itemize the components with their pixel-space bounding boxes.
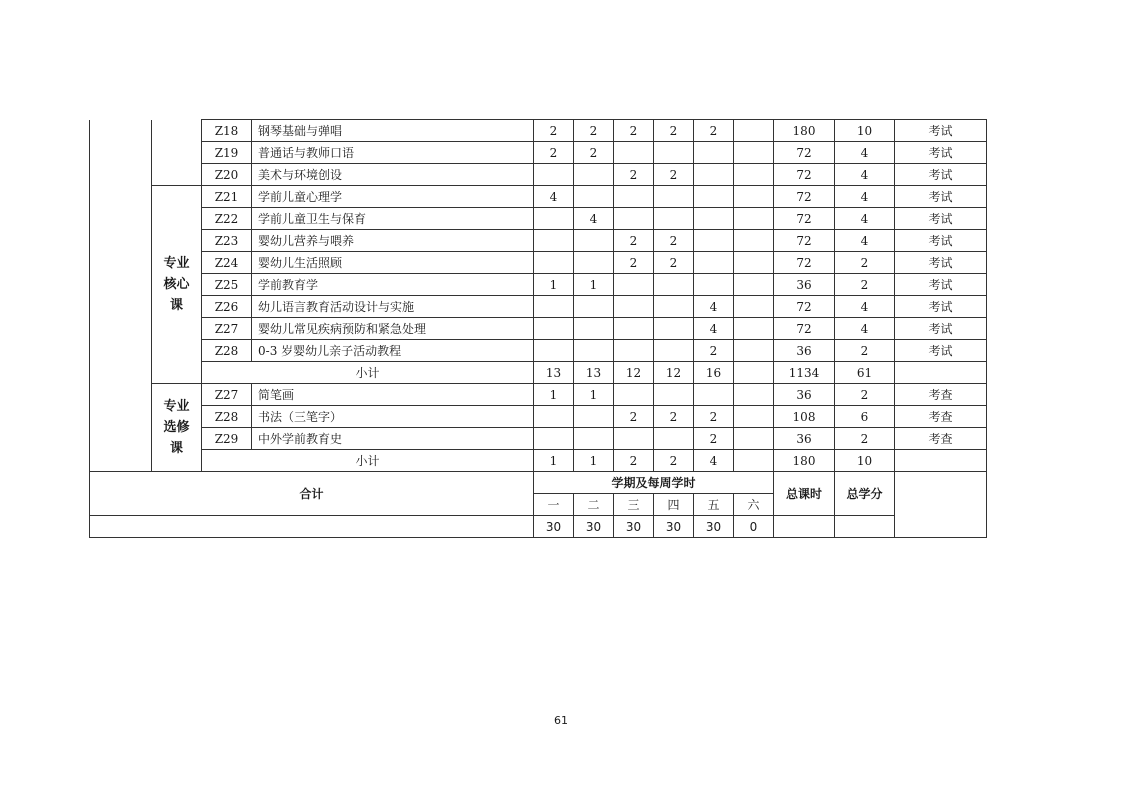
- total-hours-header: 总课时: [774, 472, 835, 516]
- course-code: Z24: [202, 252, 252, 274]
- total-credits-header: 总学分: [835, 472, 895, 516]
- course-credits: 6: [835, 406, 895, 428]
- course-code: Z19: [202, 142, 252, 164]
- course-name: 中外学前教育史: [252, 428, 534, 450]
- course-assessment: 考试: [895, 230, 987, 252]
- course-credits: 4: [835, 296, 895, 318]
- course-credits: 4: [835, 318, 895, 340]
- term-hours-2: [574, 252, 614, 274]
- term-hours-3: 2: [614, 164, 654, 186]
- term-hours-2: 1: [574, 274, 614, 296]
- term-2: 二: [574, 494, 614, 516]
- term-hours-5: 2: [694, 340, 734, 362]
- term-hours-5: [694, 252, 734, 274]
- term-hours-6: [734, 208, 774, 230]
- term-hours-5: 4: [694, 296, 734, 318]
- total-header-row: [90, 472, 987, 494]
- course-credits: 2: [835, 384, 895, 406]
- course-row: [90, 318, 987, 340]
- subtotal-term-1: 13: [534, 362, 574, 384]
- elective-course-label-line: 课: [169, 441, 183, 456]
- term-hours-1: [534, 230, 574, 252]
- term-hours-2: 2: [574, 120, 614, 142]
- course-code: Z28: [202, 340, 252, 362]
- subtotal-term-4: 12: [654, 362, 694, 384]
- course-assessment: 考试: [895, 252, 987, 274]
- total-hours-value: [774, 516, 835, 538]
- term-hours-4: 2: [654, 230, 694, 252]
- term-hours-6: [734, 252, 774, 274]
- term-hours-2: [574, 186, 614, 208]
- course-assessment: 考查: [895, 384, 987, 406]
- course-credits: 2: [835, 428, 895, 450]
- course-schedule-table: [89, 119, 987, 538]
- course-hours: 72: [774, 142, 835, 164]
- course-assessment: 考查: [895, 406, 987, 428]
- term-hours-2: [574, 406, 614, 428]
- term-hours-2: [574, 318, 614, 340]
- term-hours-2: 2: [574, 142, 614, 164]
- course-code: Z28: [202, 406, 252, 428]
- subtotal-term-2: 1: [574, 450, 614, 472]
- term-hours-5: [694, 230, 734, 252]
- term-hours-3: [614, 274, 654, 296]
- term-hours-5: 2: [694, 428, 734, 450]
- course-row: [90, 274, 987, 296]
- total-label: 合计: [90, 472, 534, 516]
- term-total-6: 0: [734, 516, 774, 538]
- course-name: 学前儿童卫生与保育: [252, 208, 534, 230]
- course-name: 学前儿童心理学: [252, 186, 534, 208]
- course-credits: 4: [835, 230, 895, 252]
- term-total-5: 30: [694, 516, 734, 538]
- term-hours-5: [694, 384, 734, 406]
- term-1: 一: [534, 494, 574, 516]
- course-row: [90, 340, 987, 362]
- course-assessment: 考试: [895, 120, 987, 142]
- course-row: [90, 164, 987, 186]
- term-hours-2: [574, 340, 614, 362]
- course-row: [90, 428, 987, 450]
- course-hours: 72: [774, 186, 835, 208]
- core-course-label-line: 核心: [163, 277, 190, 292]
- term-hours-2: [574, 164, 614, 186]
- subtotal-assessment: [895, 362, 987, 384]
- core-course-label-line: 课: [169, 298, 183, 313]
- course-name: 学前教育学: [252, 274, 534, 296]
- course-credits: 2: [835, 274, 895, 296]
- course-hours: 72: [774, 208, 835, 230]
- subtotal-hours: 1134: [774, 362, 835, 384]
- course-credits: 4: [835, 164, 895, 186]
- elective-course-label-line: 专业: [163, 399, 190, 414]
- term-hours-3: 2: [614, 230, 654, 252]
- term-hours-4: 2: [654, 252, 694, 274]
- course-name: 普通话与教师口语: [252, 142, 534, 164]
- term-hours-4: 2: [654, 120, 694, 142]
- term-3: 三: [614, 494, 654, 516]
- course-hours: 36: [774, 340, 835, 362]
- term-hours-3: [614, 142, 654, 164]
- course-name: 0-3 岁婴幼儿亲子活动教程: [252, 340, 534, 362]
- term-hours-1: [534, 406, 574, 428]
- term-hours-4: [654, 296, 694, 318]
- subtotal-term-6: [734, 362, 774, 384]
- course-code: Z25: [202, 274, 252, 296]
- term-hours-2: 4: [574, 208, 614, 230]
- term-hours-5: [694, 164, 734, 186]
- category-column-cell: [90, 120, 152, 472]
- term-hours-4: [654, 318, 694, 340]
- term-hours-3: 2: [614, 406, 654, 428]
- course-name: 钢琴基础与弹唱: [252, 120, 534, 142]
- term-total-3: 30: [614, 516, 654, 538]
- term-hours-6: [734, 406, 774, 428]
- term-hours-1: 2: [534, 142, 574, 164]
- term-hours-6: [734, 274, 774, 296]
- course-name: 婴幼儿生活照顾: [252, 252, 534, 274]
- course-name: 婴幼儿营养与喂养: [252, 230, 534, 252]
- course-code: Z26: [202, 296, 252, 318]
- term-total-1: 30: [534, 516, 574, 538]
- course-code: Z20: [202, 164, 252, 186]
- term-hours-5: 4: [694, 318, 734, 340]
- term-hours-5: [694, 208, 734, 230]
- previous-group-label-cell: [152, 120, 202, 186]
- page-number: 61: [554, 714, 568, 727]
- term-total-4: 30: [654, 516, 694, 538]
- subtotal-row: [90, 450, 987, 472]
- course-assessment: 考试: [895, 164, 987, 186]
- course-assessment: 考试: [895, 274, 987, 296]
- term-hours-4: [654, 384, 694, 406]
- term-hours-6: [734, 142, 774, 164]
- term-hours-1: 1: [534, 384, 574, 406]
- term-hours-3: 2: [614, 120, 654, 142]
- course-name: 简笔画: [252, 384, 534, 406]
- term-hours-1: [534, 428, 574, 450]
- subtotal-credits: 61: [835, 362, 895, 384]
- term-hours-6: [734, 318, 774, 340]
- term-hours-3: [614, 318, 654, 340]
- course-name: 书法（三笔字）: [252, 406, 534, 428]
- course-credits: 2: [835, 340, 895, 362]
- term-4: 四: [654, 494, 694, 516]
- term-hours-4: 2: [654, 164, 694, 186]
- total-assess-cell: [895, 472, 987, 538]
- course-row: [90, 208, 987, 230]
- course-code: Z27: [202, 384, 252, 406]
- course-row: [90, 120, 987, 142]
- core-course-label: [152, 186, 202, 384]
- subtotal-term-3: 12: [614, 362, 654, 384]
- course-credits: 4: [835, 142, 895, 164]
- term-hours-5: [694, 186, 734, 208]
- term-hours-5: [694, 274, 734, 296]
- subtotal-credits: 10: [835, 450, 895, 472]
- term-hours-1: [534, 252, 574, 274]
- term-hours-6: [734, 340, 774, 362]
- course-code: Z18: [202, 120, 252, 142]
- course-assessment: 考试: [895, 318, 987, 340]
- term-hours-4: [654, 142, 694, 164]
- term-hours-2: [574, 428, 614, 450]
- subtotal-row: [90, 362, 987, 384]
- course-code: Z23: [202, 230, 252, 252]
- term-hours-1: 1: [534, 274, 574, 296]
- term-hours-5: 2: [694, 406, 734, 428]
- term-total-2: 30: [574, 516, 614, 538]
- course-row: [90, 296, 987, 318]
- course-assessment: 考试: [895, 208, 987, 230]
- term-hours-6: [734, 164, 774, 186]
- core-course-label-line: 专业: [163, 256, 190, 271]
- course-row: [90, 230, 987, 252]
- term-hours-1: 2: [534, 120, 574, 142]
- course-credits: 2: [835, 252, 895, 274]
- course-hours: 72: [774, 318, 835, 340]
- term-hours-3: 2: [614, 252, 654, 274]
- term-hours-6: [734, 384, 774, 406]
- term-hours-4: [654, 274, 694, 296]
- term-hours-5: [694, 142, 734, 164]
- term-hours-1: [534, 340, 574, 362]
- elective-course-label-line: 选修: [163, 420, 190, 435]
- term-header: 学期及每周学时: [534, 472, 774, 494]
- term-hours-6: [734, 230, 774, 252]
- term-hours-6: [734, 120, 774, 142]
- course-hours: 72: [774, 230, 835, 252]
- term-hours-6: [734, 428, 774, 450]
- term-hours-6: [734, 296, 774, 318]
- course-assessment: 考试: [895, 296, 987, 318]
- course-code: Z27: [202, 318, 252, 340]
- term-hours-3: [614, 208, 654, 230]
- term-hours-1: [534, 296, 574, 318]
- course-hours: 108: [774, 406, 835, 428]
- course-row: [90, 252, 987, 274]
- subtotal-label: 小计: [202, 362, 534, 384]
- course-hours: 72: [774, 164, 835, 186]
- subtotal-term-6: [734, 450, 774, 472]
- course-credits: 10: [835, 120, 895, 142]
- course-assessment: 考试: [895, 340, 987, 362]
- course-credits: 4: [835, 186, 895, 208]
- course-row: [90, 384, 987, 406]
- term-hours-4: [654, 186, 694, 208]
- course-code: Z22: [202, 208, 252, 230]
- term-hours-1: [534, 208, 574, 230]
- course-name: 幼儿语言教育活动设计与实施: [252, 296, 534, 318]
- course-name: 婴幼儿常见疾病预防和紧急处理: [252, 318, 534, 340]
- term-6: 六: [734, 494, 774, 516]
- course-assessment: 考查: [895, 428, 987, 450]
- term-hours-4: 2: [654, 406, 694, 428]
- subtotal-term-1: 1: [534, 450, 574, 472]
- term-hours-1: [534, 164, 574, 186]
- subtotal-term-5: 16: [694, 362, 734, 384]
- subtotal-term-2: 13: [574, 362, 614, 384]
- term-hours-6: [734, 186, 774, 208]
- subtotal-label: 小计: [202, 450, 534, 472]
- term-hours-4: [654, 208, 694, 230]
- course-row: [90, 186, 987, 208]
- course-hours: 36: [774, 384, 835, 406]
- total-label-spacer: [90, 516, 534, 538]
- table-body: [90, 120, 987, 538]
- subtotal-term-3: 2: [614, 450, 654, 472]
- term-hours-3: [614, 340, 654, 362]
- term-hours-3: [614, 186, 654, 208]
- subtotal-term-5: 4: [694, 450, 734, 472]
- course-code: Z29: [202, 428, 252, 450]
- course-code: Z21: [202, 186, 252, 208]
- course-row: [90, 142, 987, 164]
- course-hours: 72: [774, 252, 835, 274]
- subtotal-assessment: [895, 450, 987, 472]
- course-credits: 4: [835, 208, 895, 230]
- term-hours-4: [654, 428, 694, 450]
- course-row: [90, 406, 987, 428]
- term-hours-1: [534, 318, 574, 340]
- course-assessment: 考试: [895, 142, 987, 164]
- term-hours-4: [654, 340, 694, 362]
- term-hours-3: [614, 428, 654, 450]
- term-totals-row: [90, 516, 987, 538]
- subtotal-hours: 180: [774, 450, 835, 472]
- elective-course-label: [152, 384, 202, 472]
- term-hours-1: 4: [534, 186, 574, 208]
- term-hours-5: 2: [694, 120, 734, 142]
- course-hours: 180: [774, 120, 835, 142]
- term-hours-2: [574, 230, 614, 252]
- term-hours-3: [614, 296, 654, 318]
- course-hours: 36: [774, 428, 835, 450]
- total-credits-value: [835, 516, 895, 538]
- term-hours-2: [574, 296, 614, 318]
- subtotal-term-4: 2: [654, 450, 694, 472]
- term-hours-3: [614, 384, 654, 406]
- course-assessment: 考试: [895, 186, 987, 208]
- course-hours: 36: [774, 274, 835, 296]
- term-hours-2: 1: [574, 384, 614, 406]
- course-hours: 72: [774, 296, 835, 318]
- term-5: 五: [694, 494, 734, 516]
- course-name: 美术与环境创设: [252, 164, 534, 186]
